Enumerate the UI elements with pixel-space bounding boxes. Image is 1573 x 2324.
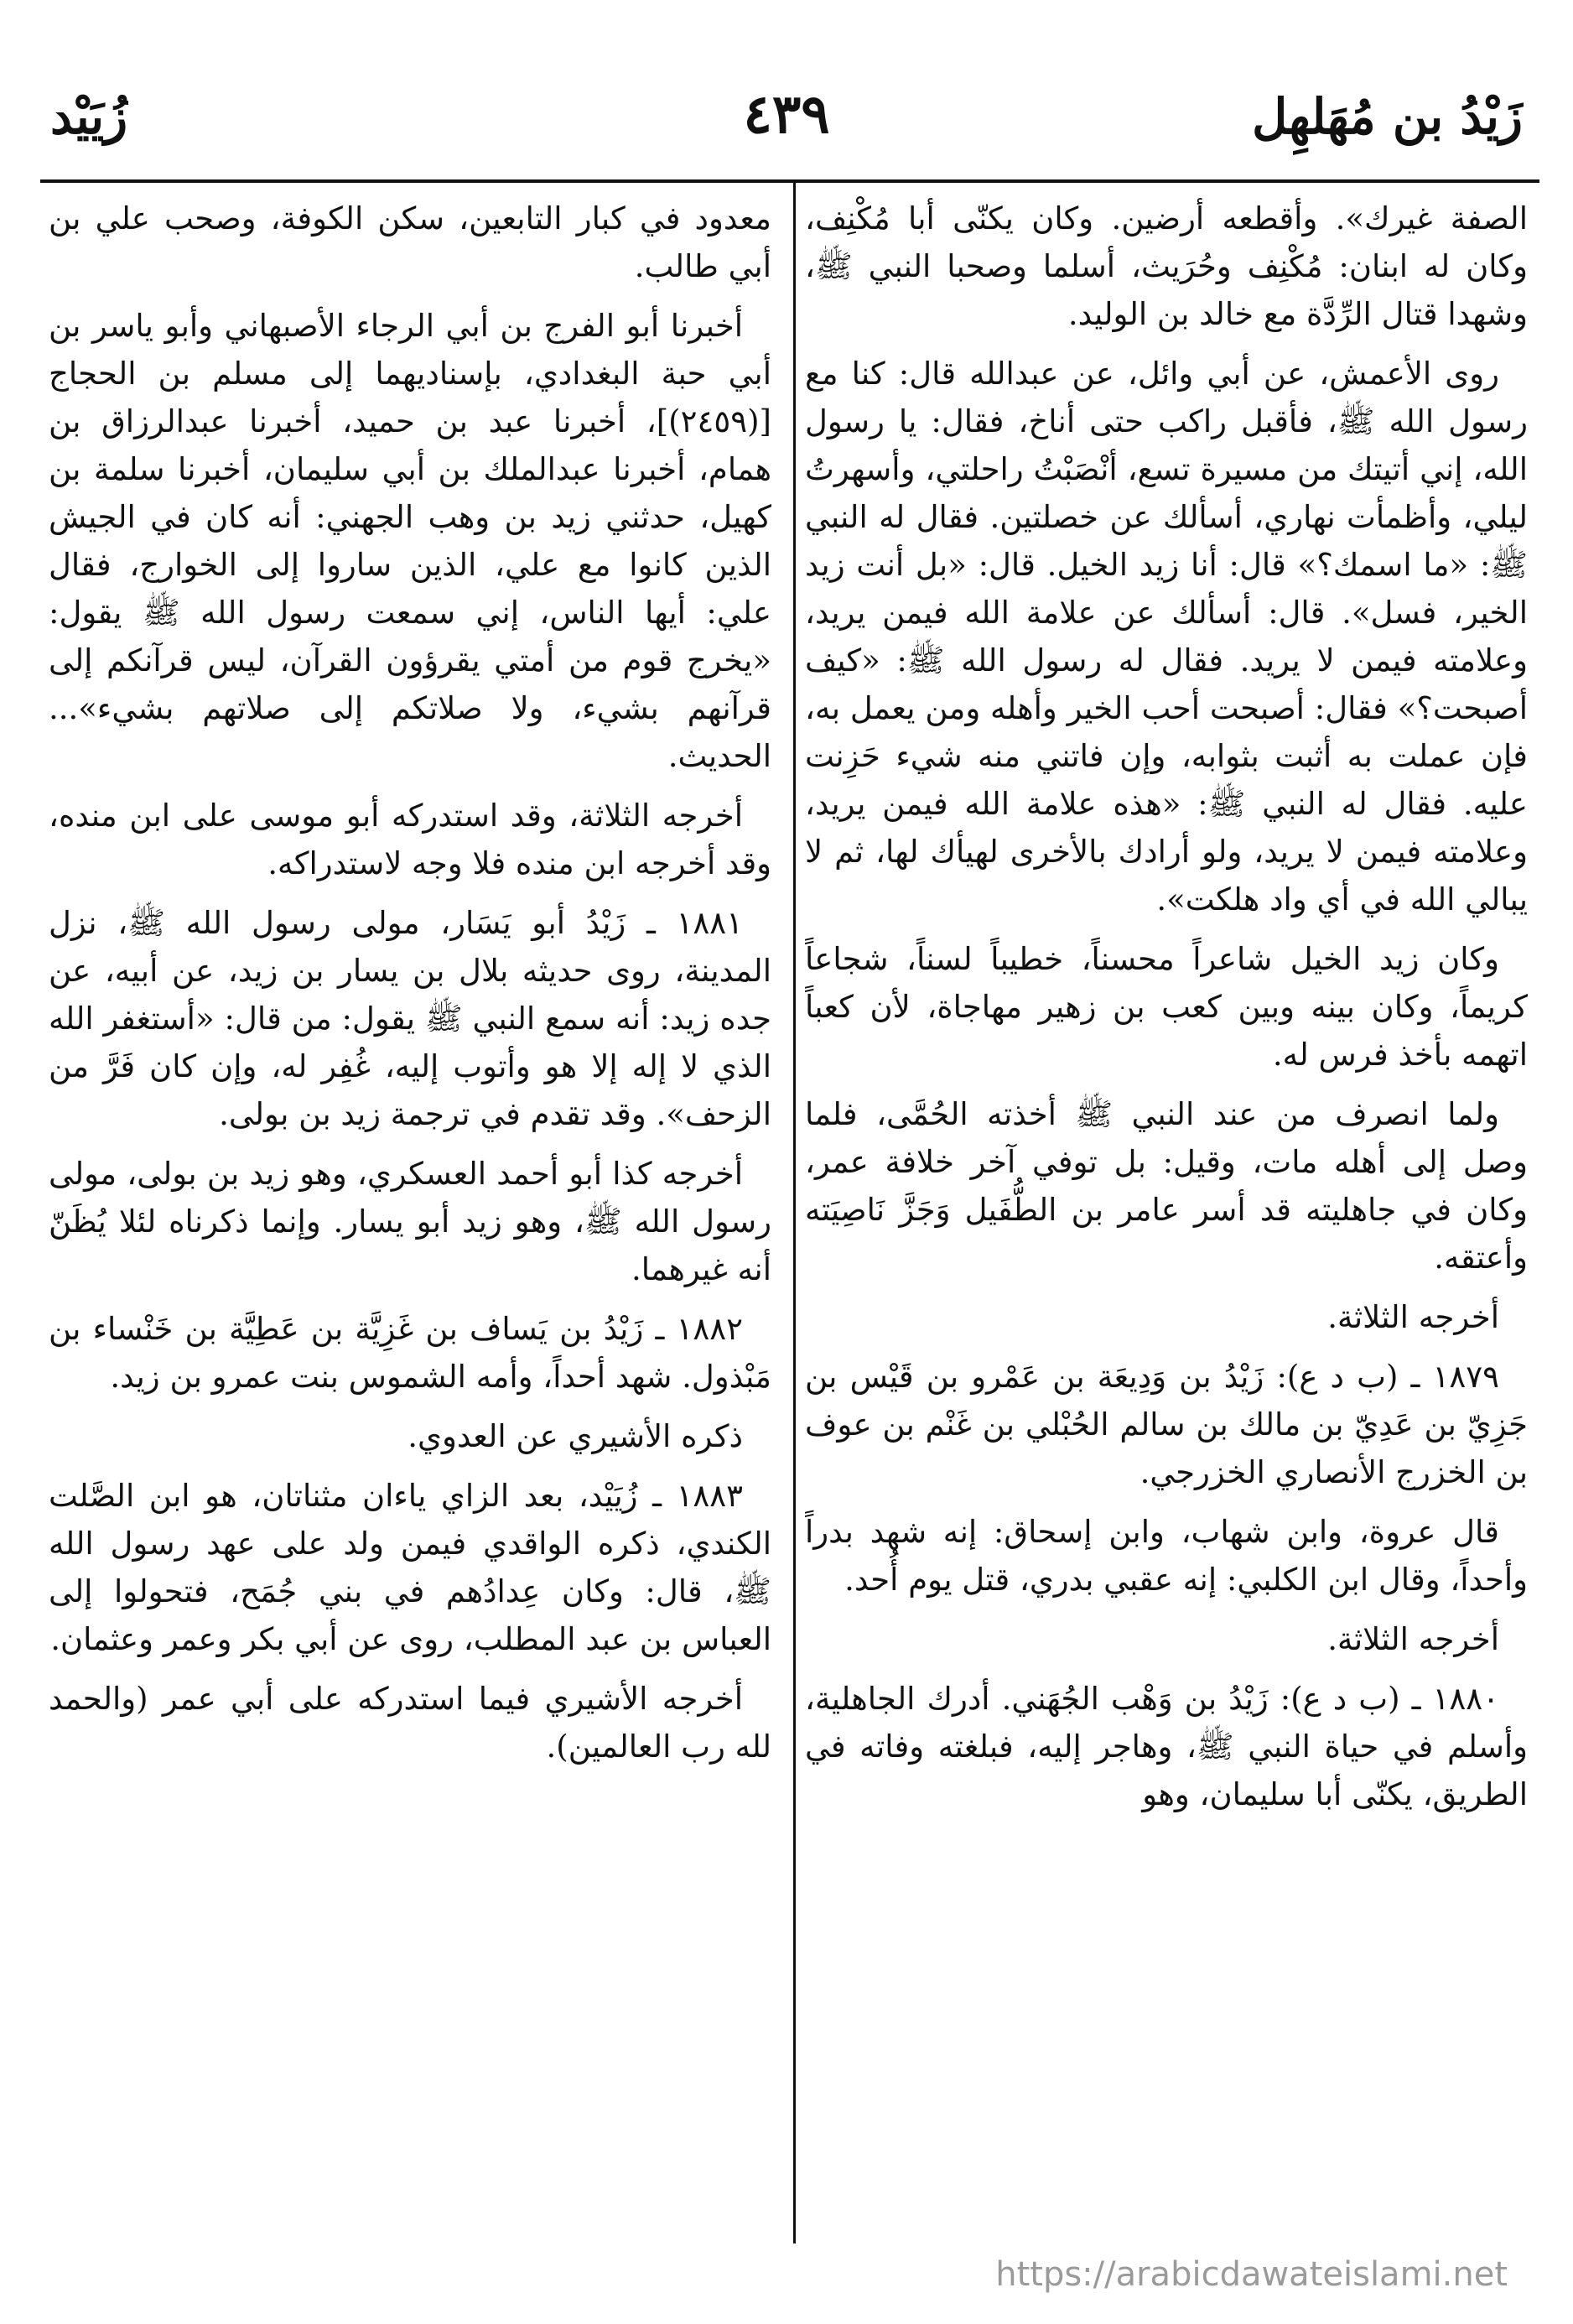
paragraph: أخرجه كذا أبو أحمد العسكري، وهو زيد بن بولى، مولى رسول الله ﷺ، وهو زيد أبو يسار. وإنما ذكرناه لئلا يُظَنّ أنه غيرهما. xyxy=(49,1156,771,1287)
entry-1880: ١٨٨٠ ـ (ب د ع): زَيْدُ بن وَهْب الجُهَني. أدرك الجاهلية، وأسلم في حياة النبي ﷺ، وهاجر إليه، فبلغته وفاته في الطريق، يكنّى أبا سليمان، وهو xyxy=(805,1681,1528,1812)
paragraph: وكان زيد الخيل شاعراً محسناً، خطيباً لسناً، شجاعاً كريماً، وكان بينه وبين كعب بن زهير مهاجاة، لأن كعباً اتهمه بأخذ فرس له. xyxy=(805,941,1528,1073)
paragraph: أخبرنا أبو الفرج بن أبي الرجاء الأصبهاني وأبو ياسر بن أبي حبة البغدادي، بإسناديهما إلى مسلم بن الحجاج [(٢٤٥٩)]، أخبرنا عبد بن حميد، أخبرنا عبدالرزاق بن همام، أخبرنا عبدالملك بن أبي سليمان، أخبرنا سلمة بن كهيل، حدثني زيد بن وهب الجهني: أنه كان في الجيش الذين كانوا مع علي، الذين ساروا إلى الخوارج، فقال علي: أيها الناس، إني سمعت رسول الله ﷺ يقول: «يخرج قوم من أمتي يقرؤون القرآن، ليس قرآنكم إلى قرآنهم بشيء، ولا صلاتكم إلى صلاتهم بشيء»... الحديث. xyxy=(49,308,771,774)
right-column xyxy=(805,195,1528,2216)
entry-1879: ١٨٧٩ ـ (ب د ع): زَيْدُ بن وَدِيعَة بن عَمْرو بن قَيْس بن جَزِيّ بن عَدِيّ بن مالك بن سالم الحُبْلي بن غَنْم بن عوف بن الخزرج الأنصاري الخزرجي. xyxy=(805,1359,1528,1490)
running-head-right: زَيْدُ بن مُهَلهِل xyxy=(1252,88,1523,145)
running-head-left: زُيَيْد xyxy=(50,88,128,145)
paragraph: الصفة غيرك». وأقطعه أرضين. وكان يكنّى أبا مُكْنِف، وكان له ابنان: مُكْنِف وحُرَيث، أسلما وصحبا النبي ﷺ، وشهدا قتال الرِّدَّة مع خالد بن الوليد. xyxy=(805,200,1528,332)
paragraph: ذكره الأشيري عن العدوي. xyxy=(408,1418,743,1454)
watermark-url: https://arabicdawateislami.net xyxy=(995,2255,1508,2294)
paragraph: ولما انصرف من عند النبي ﷺ أخذته الحُمَّى، فلما وصل إلى أهله مات، وقيل: بل توفي آخر خلافة عمر، وكان في جاهليته قد أسر عامر بن الطُّفَيل وَجَزَّ نَاصِيَته وأعتقه. xyxy=(805,1096,1528,1276)
paragraph: أخرجه الثلاثة. xyxy=(1327,1299,1499,1335)
entry-1882: ١٨٨٢ ـ زَيْدُ بن يَساف بن غَزِيَّة بن عَطِيَّة بن خَنْساء بن مَبْذول. شهد أحداً، وأمه الشموس بنت عمرو بن زيد. xyxy=(49,1311,771,1395)
left-column xyxy=(49,195,771,2216)
paragraph: أخرجه الثلاثة، وقد استدركه أبو موسى على ابن منده، وقد أخرجه ابن منده فلا وجه لاستدراكه. xyxy=(49,798,771,881)
entry-1883: ١٨٨٣ ـ زُيَيْد، بعد الزاي ياءان مثناتان، هو ابن الصَّلت الكندي، ذكره الواقدي فيمن ولد على عهد رسول الله ﷺ، قال: وكان عِدادُهم في بني جُمَح، فتحولوا إلى العباس بن عبد المطلب، روى عن أبي بكر وعمر وعثمان. xyxy=(49,1478,771,1657)
paragraph: قال عروة، وابن شهاب، وابن إسحاق: إنه شهد بدراً وأحداً، وقال ابن الكلبي: إنه عقبي بدري، قتل يوم أُحد. xyxy=(805,1514,1528,1598)
column-divider xyxy=(793,183,796,2243)
entry-1881: ١٨٨١ ـ زَيْدُ أبو يَسَار، مولى رسول الله ﷺ، نزل المدينة، روى حديثه بلال بن يسار بن زيد، عن أبيه، عن جده زيد: أنه سمع النبي ﷺ يقول: من قال: «أستغفر الله الذي لا إله إلا هو وأتوب إليه، غُفِر له، وإن كان فَرَّ من الزحف». وقد تقدم في ترجمة زيد بن بولى. xyxy=(49,905,771,1132)
page-number: ٤٣٩ xyxy=(743,83,830,146)
paragraph: أخرجه الثلاثة. xyxy=(1327,1621,1499,1657)
paragraph: معدود في كبار التابعين، سكن الكوفة، وصحب علي بن أبي طالب. xyxy=(49,200,771,284)
paragraph: روى الأعمش، عن أبي وائل، عن عبدالله قال: كنا مع رسول الله ﷺ، فأقبل راكب حتى أناخ، فقال: يا رسول الله، إني أتيتك من مسيرة تسع، أنْصَبْتُ راحلتي، وأسهرتُ ليلي، وأظمأت نهاري، أسألك عن خصلتين. فقال له النبي ﷺ: «ما اسمك؟» قال: أنا زيد الخيل. قال: «بل أنت زيد الخير، فسل». قال: أسألك عن علامة الله فيمن يريد، وعلامته فيمن لا يريد. فقال له رسول الله ﷺ: «كيف أصبحت؟» فقال: أصبحت أحب الخير وأهله ومن يعمل به، فإن عملت به أثبت بثوابه، وإن فاتني منه شيء حَزِنت عليه. فقال له النبي ﷺ: «هذه علامة الله فيمن يريد، وعلامته فيمن لا يريد، ولو أرادك بالأخرى لهيأك لها، ثم لا يبالي الله في أي واد هلكت». xyxy=(805,356,1528,918)
page-header xyxy=(50,83,1523,176)
header-rule xyxy=(40,179,1539,183)
paragraph: أخرجه الأشيري فيما استدركه على أبي عمر (والحمد لله رب العالمين). xyxy=(49,1681,771,1765)
